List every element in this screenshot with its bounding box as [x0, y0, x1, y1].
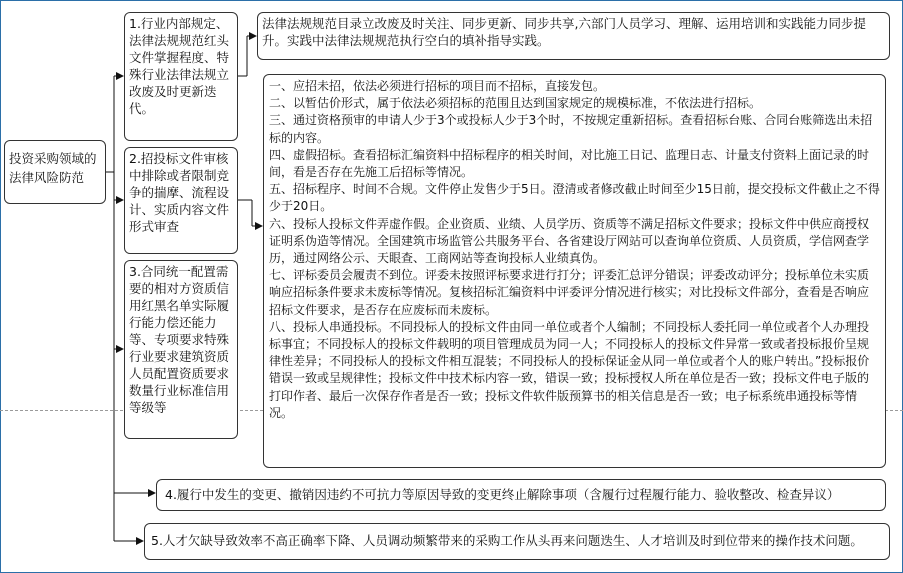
root-node: 投资采购领域的法律风险防范 [4, 140, 106, 204]
branch-1-node: 1.行业内部规定、法律法规规范红头文件掌握程度、特殊行业法律法规立改废及时更新迭代。 [124, 12, 238, 141]
detail-2-item: 四、虚假招标。查看招标汇编资料中招标程序的相关时间，对比施工日记、监理日志、计量支付资料上面记录的时间，看是否存在先施工后招标等情况。 [269, 147, 870, 180]
detail-2-item: 三、通过资格预审的申请人少于3个或投标人少于3个时，不按规定重新招标。查看招标台账、合同台账筛选出未招标的内容。 [269, 113, 873, 145]
branch-4-node: 4.履行中发生的变更、撤销因违约不可抗力等原因导致的变更终止解除事项（含履行过程履行能力、验收整改、检查异议） [156, 479, 886, 511]
branch-5-node: 5.人才欠缺导致效率不高正确率下降、人员调动频繁带来的采购工作从头再来问题迭生、人才培训及时到位带来的操作技术问题。 [144, 523, 890, 560]
detail-2-node [263, 74, 886, 468]
branch-3-node: 3.合同统一配置需要的相对方资质信用红黑名单实际履行能力偿还能力等、专项要求特殊行业要求建筑资质人员配置资质要求数量行业标准信用等级等 [124, 260, 238, 439]
detail-2-item: 八、投标人串通投标。不同投标人的投标文件由同一单位或者个人编制；不同投标人委托同一单位或者个人办理投标事宜；不同投标人的投标文件载明的项目管理成员为同一人；不同投标人的投标文件异常一致或者投标报价呈规律性差异；不同投标人的投标文件相互混装；不同投标人的投标保证金从同一单位或者个人的账户转出。”投标报价错误一致或呈规律性；投标文件中技术标内容一致，错误一致；投标授权人所在单位是否一致；投标文件电子版的打印作者、最后一次保存作者是否一致；投标文件软件版预算书的相关信息是否一致；电子标系统串通投标等情况。 [269, 319, 870, 420]
detail-2-item: 五、招标程序、时间不合规。文件停止发售少于5日。澄清或者修改截止时间至少15日前，提交投标文件截止之不得少于20日。 [269, 182, 880, 214]
detail-2-item: 七、评标委员会履责不到位。评委未按照评标要求进行打分；评委汇总评分错误；评委改动评分；投标单位未实质响应招标条件要求未废标等情况。复核招标汇编资料中评委评分情况进行核实；对比投标文件部分，查看是否响应招标文件要求，是否存在应废标而未废标。 [269, 268, 870, 317]
branch-2-node: 2.招投标文件审核中排除或者限制竞争的揣摩、流程设计、实质内容文件形式审查 [124, 147, 238, 254]
detail-2-item: 二、以暂估价形式，属于依法必须招标的范围且达到国家规定的规模标准，不依法进行招标。 [269, 96, 762, 111]
detail-2-item: 一、应招未招，依法必须进行招标的项目而不招标，直接发包。 [269, 79, 606, 93]
detail-1-node: 法律法规规范目录立改废及时关注、同步更新、同步共享,六部门人员学习、理解、运用培训和实践能力同步提升。实践中法律法规规范执行空白的填补指导实践。 [257, 12, 890, 60]
detail-2-item: 六、投标人投标文件弄虚作假。企业资质、业绩、人员学历、资质等不满足招标文件要求；投标文件中供应商授权证明系伪造等情况。全国建筑市场监管公共服务平台、各省建设厅网站可以查询单位资质、人员资质，学信网查学历，通过网络公示、天眼查、工商网站等查询投标人业绩真伪。 [269, 216, 870, 266]
